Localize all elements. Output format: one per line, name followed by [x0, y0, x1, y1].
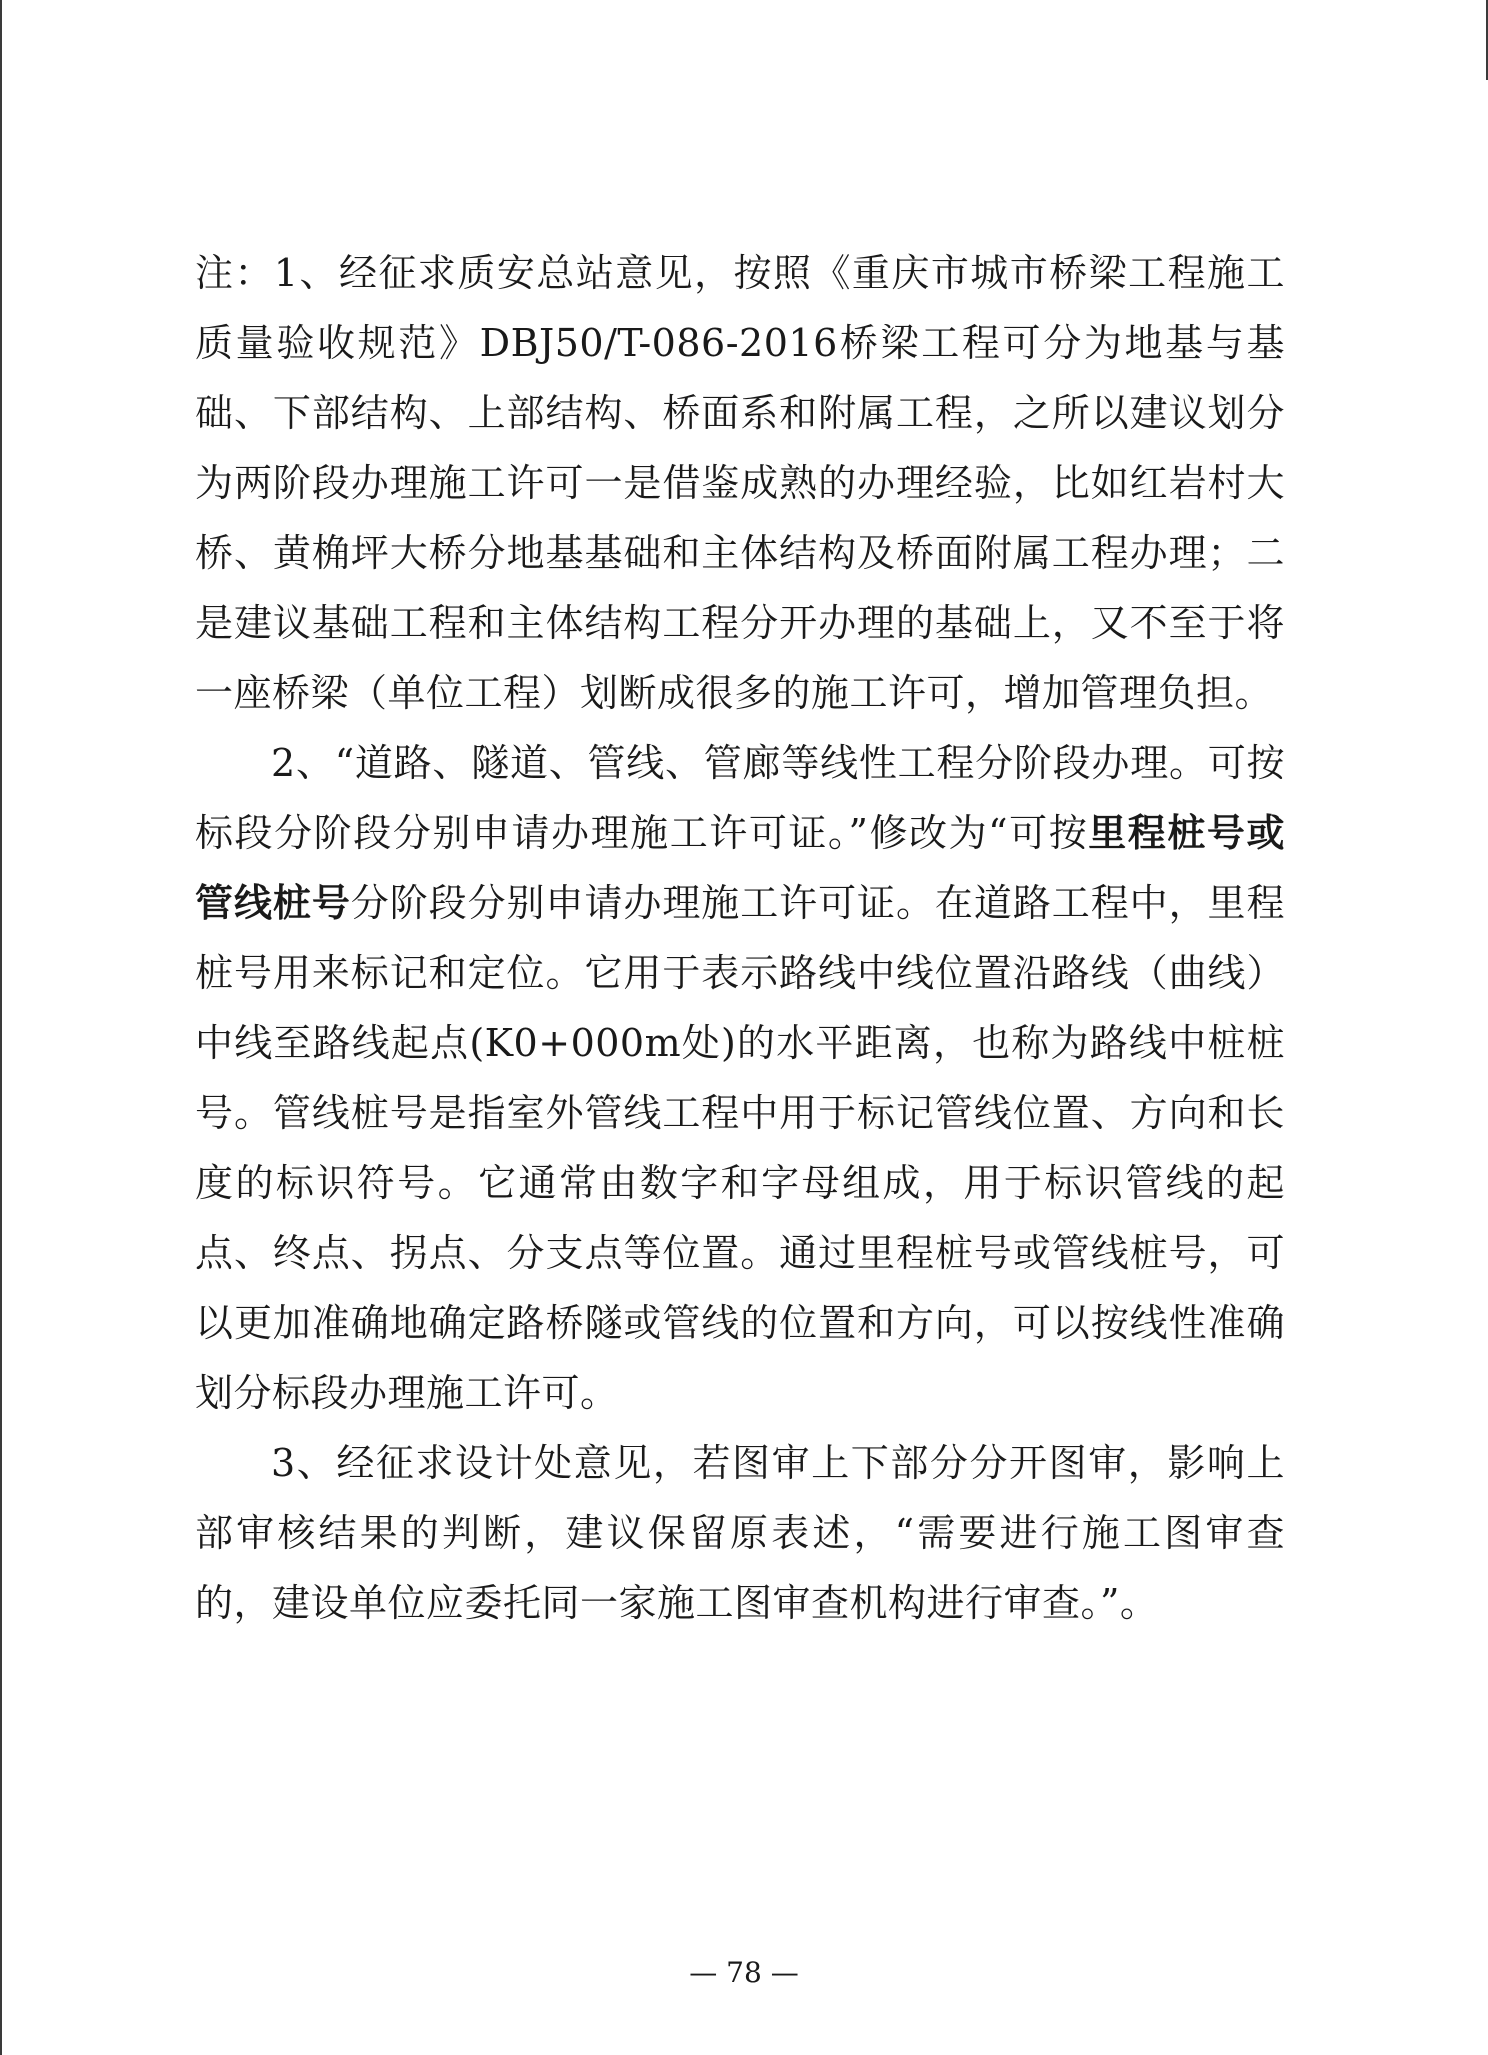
note-3: 3、经征求设计处意见，若图审上下部分分开图审，影响上部审核结果的判断，建议保留原表述，“需要进行施工图审查的，建设单位应委托同一家施工图审查机构进行审查。”。 — [195, 1441, 1285, 1625]
note-1: 注：1、经征求质安总站意见，按照《重庆市城市桥梁工程施工质量验收规范》DBJ50/T-086-2016桥梁工程可分为地基与基础、下部结构、上部结构、桥面系和附属工程，之所以建议划分为两阶段办理施工许可一是借鉴成熟的办理经验，比如红岩村大桥、黄桷坪大桥分地基基础和主体结构及桥面附属工程办理；二是建议基础工程和主体结构工程分开办理的基础上，又不至于将一座桥梁（单位工程）划断成很多的施工许可，增加管理负担。 — [195, 251, 1285, 715]
note-2-bold-term: 里程桩号或管线桩号 — [195, 810, 1285, 925]
note-2 — [195, 728, 1285, 1428]
page-number: — 78 — — [689, 1956, 799, 1989]
document-body — [195, 238, 1285, 1638]
scan-edge-left — [0, 0, 2, 2055]
note-2-text-before: 2、“道路、隧道、管线、管廊等线性工程分阶段办理。可按标段分阶段分别申请办理施工许可证。”修改为“可按 — [195, 741, 1285, 855]
note-2-text-after: 分阶段分别申请办理施工许可证。在道路工程中，里程桩号用来标记和定位。它用于表示路线中线位置沿路线（曲线）中线至路线起点(K0+000m处)的水平距离，也称为路线中桩桩号。管线桩号是指室外管线工程中用于标记管线位置、方向和长度的标识符号。它通常由数字和字母组成，用于标识管线的起点、终点、拐点、分支点等位置。通过里程桩号或管线桩号，可以更加准确地确定路桥隧或管线的位置和方向，可以按线性准确划分标段办理施工许可。 — [195, 881, 1285, 1415]
